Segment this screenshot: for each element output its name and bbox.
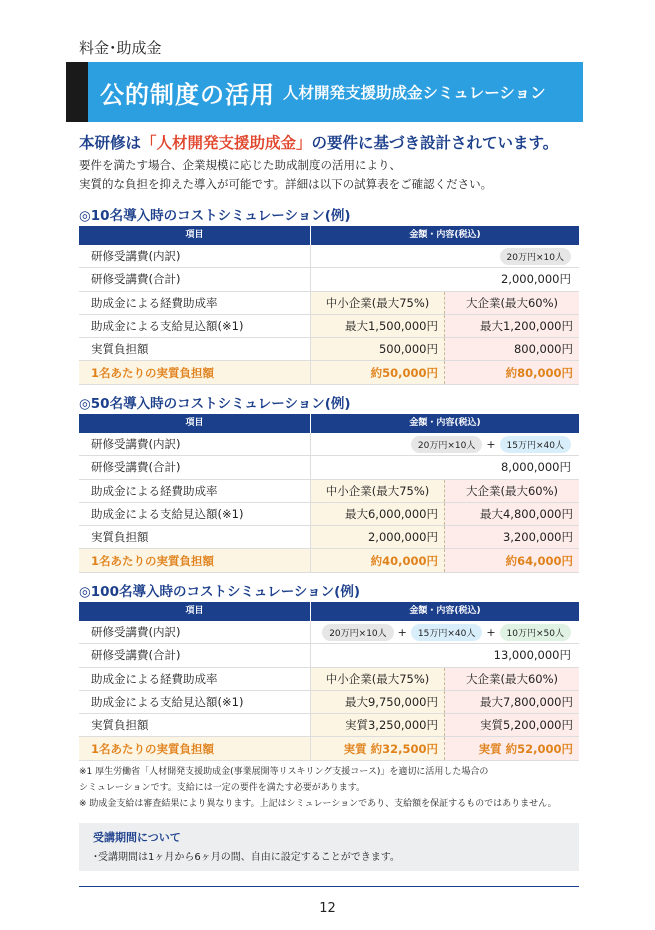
breakdown-pill: 20万円×10人 bbox=[411, 436, 482, 453]
section-label: 料金･助成金 bbox=[79, 39, 162, 57]
row-label: 研修受講費(内訳) bbox=[79, 433, 311, 455]
table-header bbox=[79, 414, 579, 433]
row-label: 1名あたりの実質負担額 bbox=[79, 737, 311, 759]
actual-large: 実質5,200,000円 bbox=[445, 714, 579, 736]
per-person-sme: 約40,000円 bbox=[311, 549, 445, 571]
per-person-sme: 約50,000円 bbox=[311, 361, 445, 383]
breakdown-pill: 20万円×10人 bbox=[500, 248, 571, 265]
row-label: 研修受講費(合計) bbox=[79, 644, 311, 666]
footnote-1a: ※1 厚生労働省「人材開発支援助成金(事業展開等リスキリング支援コース)」を適切に活用した場合の bbox=[79, 767, 489, 777]
total-value: 2,000,000円 bbox=[500, 272, 571, 287]
plus-sign: + bbox=[486, 437, 496, 451]
info-body: ･受講期間は1ヶ月から6ヶ月の間、自由に設定することができます。 bbox=[93, 852, 400, 863]
table-row bbox=[79, 714, 579, 737]
banner-subtitle: 人材開発支援助成金シミュレーション bbox=[283, 84, 546, 102]
table-row bbox=[79, 292, 579, 315]
lead-statement bbox=[79, 131, 558, 153]
total-value: 13,000,000円 bbox=[493, 648, 571, 663]
per-person-large: 約64,000円 bbox=[445, 549, 579, 571]
plus-sign: + bbox=[486, 625, 496, 639]
table-row bbox=[79, 245, 579, 268]
breakdown-pills bbox=[311, 621, 579, 643]
table-row bbox=[79, 433, 579, 456]
table-row bbox=[79, 737, 579, 760]
row-label: 助成金による経費助成率 bbox=[79, 292, 311, 314]
table-row bbox=[79, 526, 579, 549]
row-label: 実質負担額 bbox=[79, 714, 311, 736]
breakdown-pills bbox=[311, 433, 579, 455]
subsidy-large: 最大1,200,000円 bbox=[445, 315, 579, 337]
table-title-100: ◎100名導入時のコストシミュレーション(例) bbox=[79, 584, 360, 600]
header-item: 項目 bbox=[79, 414, 311, 433]
lead-highlight: 「人材開発支援助成金」 bbox=[141, 134, 312, 152]
table-row bbox=[79, 338, 579, 361]
breakdown-pill: 10万円×50人 bbox=[500, 624, 571, 641]
breakdown-pills bbox=[311, 245, 579, 267]
breakdown-pill: 20万円×10人 bbox=[322, 624, 393, 641]
table-row bbox=[79, 361, 579, 384]
breakdown-pill: 15万円×40人 bbox=[411, 624, 482, 641]
info-title: 受講期間について bbox=[93, 831, 181, 844]
plus-sign: + bbox=[397, 625, 407, 639]
lead-pre: 本研修は bbox=[79, 134, 142, 152]
rate-large: 大企業(最大60%) bbox=[445, 292, 579, 314]
table-row bbox=[79, 691, 579, 714]
per-person-large: 約80,000円 bbox=[445, 361, 579, 383]
per-person-sme: 実質 約32,500円 bbox=[311, 737, 445, 759]
footnote-2: ※ 助成金支給は審査結果により異なります。上記はシミュレーションであり、支給額を保証するものではありません。 bbox=[79, 799, 557, 809]
table-row bbox=[79, 503, 579, 526]
table-row bbox=[79, 621, 579, 644]
table-header bbox=[79, 602, 579, 621]
table-header bbox=[79, 226, 579, 245]
row-label: 助成金による支給見込額(※1) bbox=[79, 691, 311, 713]
header-value: 金額・内容(税込) bbox=[409, 606, 481, 616]
lead-post: の要件に基づき設計されています。 bbox=[311, 134, 559, 152]
actual-large: 3,200,000円 bbox=[445, 526, 579, 548]
intro-line-2: 実質的な負担を抑えた導入が可能です。詳細は以下の試算表をご確認ください。 bbox=[79, 177, 493, 191]
rate-large: 大企業(最大60%) bbox=[445, 480, 579, 502]
banner-accent-bar bbox=[66, 62, 88, 122]
row-label: 実質負担額 bbox=[79, 338, 311, 360]
page-number: 12 bbox=[319, 901, 336, 916]
table-title-50: ◎50名導入時のコストシミュレーション(例) bbox=[79, 396, 351, 412]
row-label: 研修受講費(内訳) bbox=[79, 245, 311, 267]
actual-large: 800,000円 bbox=[445, 338, 579, 360]
subsidy-sme: 最大9,750,000円 bbox=[311, 691, 445, 713]
subsidy-sme: 最大1,500,000円 bbox=[311, 315, 445, 337]
row-label: 助成金による経費助成率 bbox=[79, 480, 311, 502]
footer-rule bbox=[79, 886, 579, 887]
rate-large: 大企業(最大60%) bbox=[445, 668, 579, 690]
intro-line-1: 要件を満たす場合、企業規模に応じた助成制度の活用により、 bbox=[79, 158, 401, 172]
table-row bbox=[79, 456, 579, 479]
row-label: 研修受講費(合計) bbox=[79, 456, 311, 478]
intro-text bbox=[79, 156, 492, 194]
table-row bbox=[79, 668, 579, 691]
simulation-table-10 bbox=[79, 226, 579, 385]
row-label: 助成金による経費助成率 bbox=[79, 668, 311, 690]
total-value: 8,000,000円 bbox=[500, 460, 571, 475]
row-label: 助成金による支給見込額(※1) bbox=[79, 315, 311, 337]
row-label: 実質負担額 bbox=[79, 526, 311, 548]
actual-sme: 500,000円 bbox=[311, 338, 445, 360]
subsidy-large: 最大7,800,000円 bbox=[445, 691, 579, 713]
simulation-table-100 bbox=[79, 602, 579, 761]
subsidy-large: 最大4,800,000円 bbox=[445, 503, 579, 525]
footnotes bbox=[79, 764, 557, 812]
header-value: 金額・内容(税込) bbox=[409, 418, 481, 428]
title-banner bbox=[66, 62, 583, 122]
row-label: 1名あたりの実質負担額 bbox=[79, 361, 311, 383]
row-label: 研修受講費(合計) bbox=[79, 268, 311, 290]
breakdown-pill: 15万円×40人 bbox=[500, 436, 571, 453]
info-box bbox=[79, 823, 579, 871]
actual-sme: 2,000,000円 bbox=[311, 526, 445, 548]
table-row bbox=[79, 644, 579, 667]
row-label: 研修受講費(内訳) bbox=[79, 621, 311, 643]
table-row bbox=[79, 480, 579, 503]
table-row bbox=[79, 315, 579, 338]
row-label: 助成金による支給見込額(※1) bbox=[79, 503, 311, 525]
header-value: 金額・内容(税込) bbox=[409, 230, 481, 240]
header-item: 項目 bbox=[79, 602, 311, 621]
banner-title: 公的制度の活用 bbox=[100, 80, 275, 109]
rate-sme: 中小企業(最大75%) bbox=[311, 668, 445, 690]
footnote-1b: シミュレーションです。支給には一定の要件を満たす必要があります。 bbox=[79, 783, 366, 793]
per-person-large: 実質 約52,000円 bbox=[445, 737, 579, 759]
table-row bbox=[79, 549, 579, 572]
header-item: 項目 bbox=[79, 226, 311, 245]
row-label: 1名あたりの実質負担額 bbox=[79, 549, 311, 571]
table-row bbox=[79, 268, 579, 291]
simulation-table-50 bbox=[79, 414, 579, 573]
table-title-10: ◎10名導入時のコストシミュレーション(例) bbox=[79, 208, 351, 224]
rate-sme: 中小企業(最大75%) bbox=[311, 480, 445, 502]
rate-sme: 中小企業(最大75%) bbox=[311, 292, 445, 314]
subsidy-sme: 最大6,000,000円 bbox=[311, 503, 445, 525]
actual-sme: 実質3,250,000円 bbox=[311, 714, 445, 736]
